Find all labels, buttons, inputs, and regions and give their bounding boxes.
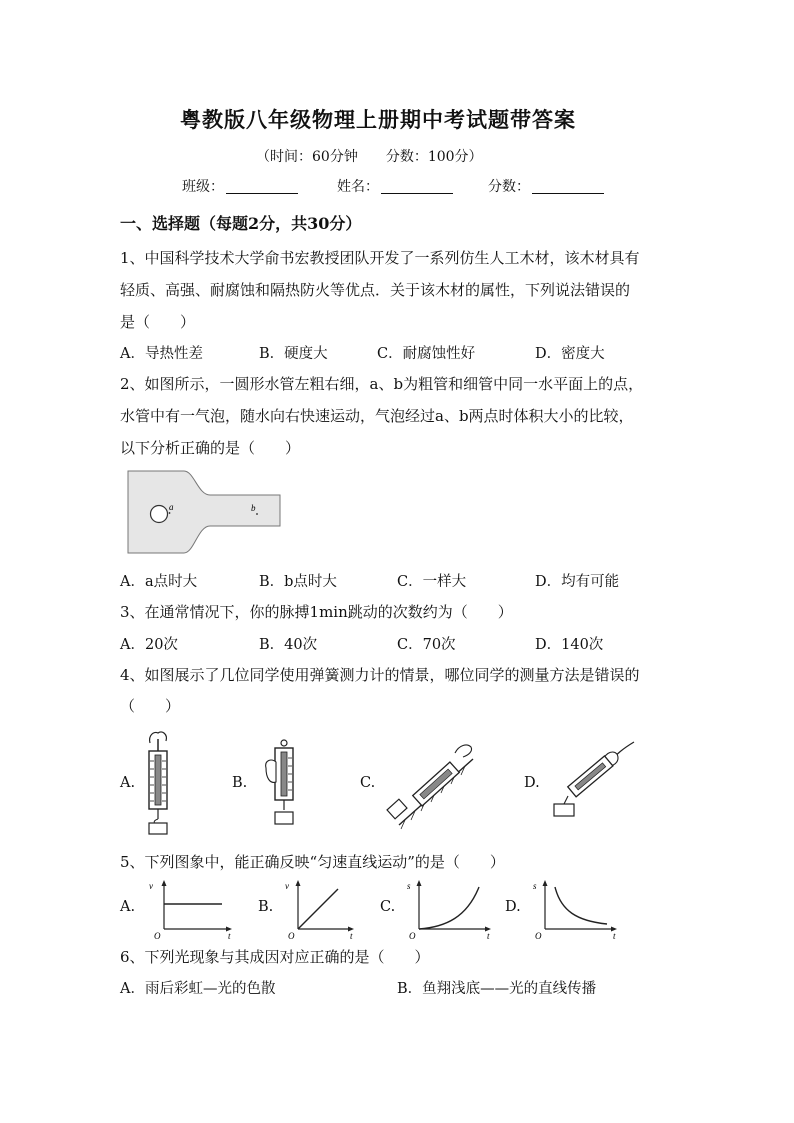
spring-scale-figure-d — [548, 738, 638, 818]
page-title: 粤教版八年级物理上册期中考试题带答案 — [180, 107, 576, 132]
point-a-label: a — [169, 502, 174, 512]
q2-option-a[interactable]: A．a点时大 — [120, 574, 198, 590]
q1-option-d[interactable]: D．密度大 — [535, 346, 605, 362]
score-field — [488, 176, 604, 196]
score-blank[interactable] — [532, 179, 604, 194]
class-field — [182, 176, 298, 196]
q6-option-b[interactable]: B．鱼翔浅底——光的直线传播 — [397, 981, 597, 997]
q5-line1: 5、下列图象中，能正确反映“匀速直线运动”的是（ ） — [120, 853, 505, 871]
exam-info: （时间：60分钟 分数：100分） — [256, 149, 483, 165]
score-label: 分数： — [488, 179, 530, 195]
name-label: 姓名： — [337, 179, 379, 195]
graph-b-x-label: t — [350, 931, 353, 941]
q2-line1: 2、如图所示，一圆形水管左粗右细，a、b为粗管和细管中同一水平面上的点， — [120, 375, 644, 393]
q3-line1: 3、在通常情况下，你的脉搏1min跳动的次数约为（ ） — [120, 603, 513, 621]
point-b-dot — [256, 513, 258, 515]
q1-option-a[interactable]: A．导热性差 — [120, 346, 203, 362]
q4-label-a[interactable]: A. — [120, 775, 136, 791]
q6-line1: 6、下列光现象与其成因对应正确的是（ ） — [120, 948, 430, 966]
water-pipe-figure — [128, 471, 284, 553]
q2-option-c[interactable]: C．一样大 — [397, 574, 467, 590]
q2-option-b[interactable]: B．b点时大 — [259, 574, 337, 590]
q3-option-c[interactable]: C．70次 — [397, 637, 456, 653]
graph-b-vt-linear — [280, 877, 360, 941]
graph-c-y-label: s — [407, 881, 411, 891]
q4-label-c[interactable]: C. — [360, 775, 376, 791]
q2-option-d[interactable]: D．均有可能 — [535, 574, 620, 590]
graph-a-y-label: v — [149, 881, 153, 891]
class-blank[interactable] — [226, 179, 298, 194]
name-blank[interactable] — [381, 179, 453, 194]
point-a-dot — [169, 512, 171, 514]
q2-line3: 以下分析正确的是（ ） — [120, 439, 301, 457]
q5-label-d[interactable]: D. — [505, 899, 521, 915]
q1-option-b[interactable]: B．硬度大 — [259, 346, 328, 362]
q1-line1: 1、中国科学技术大学俞书宏教授团队开发了一系列仿生人工木材，该木材具有 — [120, 249, 640, 267]
graph-d-y-label: s — [533, 881, 537, 891]
q4-label-d[interactable]: D. — [524, 775, 540, 791]
graph-a-x-label: t — [228, 931, 231, 941]
q5-label-a[interactable]: A. — [120, 899, 136, 915]
q4-line2: （ ） — [120, 697, 181, 715]
q2-line2: 水管中有一气泡，随水向右快速运动，气泡经过a、b两点时体积大小的比较， — [120, 407, 634, 425]
q6-option-a[interactable]: A．雨后彩虹—光的色散 — [120, 981, 276, 997]
graph-c-origin: O — [409, 931, 416, 941]
section-heading: 一、选择题（每题2分，共30分） — [120, 214, 362, 233]
q3-option-b[interactable]: B．40次 — [259, 637, 318, 653]
graph-c-x-label: t — [487, 931, 490, 941]
q4-line1: 4、如图展示了几位同学使用弹簧测力计的情景，哪位同学的测量方法是错误的 — [120, 666, 640, 684]
q1-line3: 是（ ） — [120, 313, 196, 331]
graph-a-origin: O — [154, 931, 161, 941]
graph-d-x-label: t — [613, 931, 616, 941]
q3-option-a[interactable]: A．20次 — [120, 637, 178, 653]
graph-d-origin: O — [535, 931, 542, 941]
name-field — [337, 176, 453, 196]
graph-a-vt-horizontal — [146, 877, 236, 941]
spring-scale-figure-b — [264, 738, 304, 828]
graph-c-st-curve-up — [401, 877, 496, 941]
graph-d-st-curve-down — [527, 877, 622, 941]
graph-b-origin: O — [288, 931, 295, 941]
q1-option-c[interactable]: C．耐腐蚀性好 — [377, 346, 476, 362]
q3-option-d[interactable]: D．140次 — [535, 637, 604, 653]
class-label: 班级： — [182, 179, 224, 195]
q4-label-b[interactable]: B. — [232, 775, 248, 791]
q5-label-c[interactable]: C. — [380, 899, 396, 915]
air-bubble — [151, 506, 168, 523]
spring-scale-figure-c — [385, 739, 475, 829]
point-b-label: b — [251, 503, 256, 513]
graph-b-y-label: v — [285, 881, 289, 891]
spring-scale-figure-a — [140, 731, 180, 836]
q1-line2: 轻质、高强、耐腐蚀和隔热防火等优点．关于该木材的属性，下列说法错误的 — [120, 281, 631, 299]
q5-label-b[interactable]: B. — [258, 899, 274, 915]
